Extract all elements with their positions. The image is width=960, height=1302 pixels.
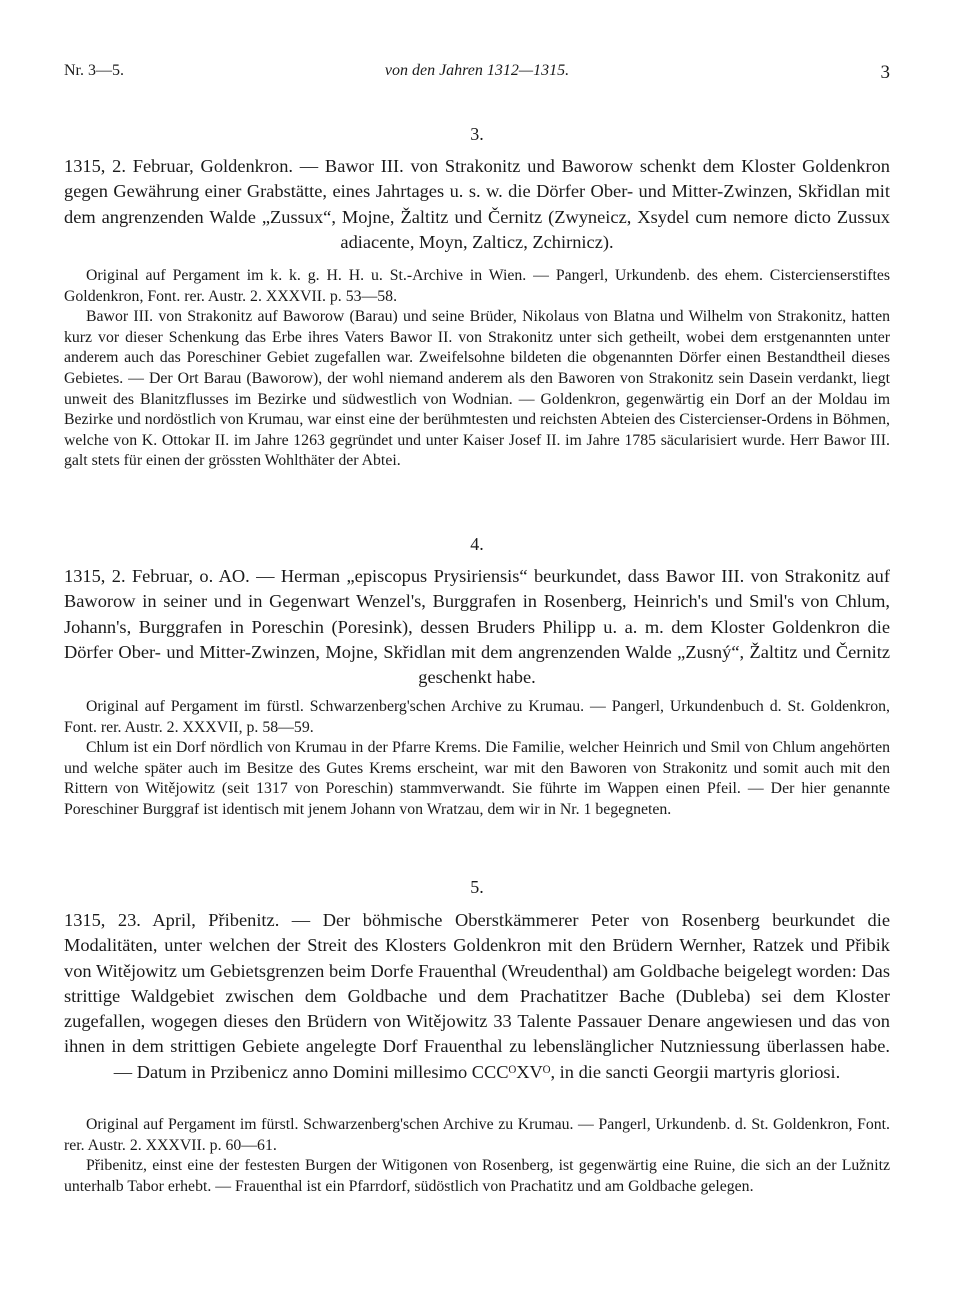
commentary-note: Bawor III. von Strakonitz auf Baworow (Barau) und seine Brüder, Nikolaus von Blatna und Wilhelm von Strakonitz, hatten kurz vor dieser Schenkung das Erbe ihres Vaters Bawor II. von Strakonitz unter sich getheilt, wobei dem erstgenannten unter anderem auch das Poreschiner Gebiet zugefallen war. Zweifelsohne bildeten die obgenannten Dörfer einen Bestandtheil dieses Gebietes. — Der Ort Barau (Baworow), der wohl niemand anderem als den Baworen von Strakonitz sein Dasein verdankt, liegt unweit des Blanitzflusses im Bezirke und südwestlich von Wodnian. — Goldenkron, gegenwärtig ein Dorf an der Moldau im Bezirke und nordöstlich von Krumau, war einst eine der berühmtesten und reichsten Abteien des Cistercienser-Ordens in Böhmen, welche von K. Ottokar II. im Jahre 1263 gegründet und unter Kaiser Josef II. im Jahre 1785 säcularisiert wurde. Herr Bawor III. galt stets für einen der grössten Wohlthäter der Abtei.: [64, 308, 890, 470]
entry-number: 5.: [470, 877, 484, 897]
source-note: Original auf Pergament im fürstl. Schwarzenberg'schen Archive zu Krumau. — Pangerl, Urkundenbuch d. St. Goldenkron, Font. rer. Austr. 2. XXXVII, p. 58—59.: [64, 698, 890, 736]
running-head-title: von den Jahren 1312—1315.: [384, 62, 570, 79]
entry-number: 3.: [470, 124, 484, 144]
source-note: Original auf Pergament im fürstl. Schwarzenberg'schen Archive zu Krumau. — Pangerl, Urkundenb. d. St. Goldenkron, Font. rer. Austr. 2. XXXVII. p. 60—61.: [64, 1116, 890, 1154]
source-note: Original auf Pergament im k. k. g. H. H. u. St.-Archive in Wien. — Pangerl, Urkundenb. des ehem. Cistercienserstiftes Goldenkron, Font. rer. Austr. 2. XXXVII. p. 53—58.: [64, 267, 890, 305]
page-number: 3: [880, 62, 890, 83]
entry-regest: 1315, 2. Februar, Goldenkron. — Bawor III. von Strakonitz und Baworow schenkt dem Kloster Goldenkron gegen Gewährung einer Grabstätte, eines Jahrtages u. s. w. die Dörfer Ober- und Mitter-Zwinzen, Skřidlan mit dem angrenzenden Walde „Zussux“, Mojne, Žaltitz und Černitz (Zwyneicz, Xsydel cum nemore dicto Zussux adiacente, Moyn, Zalticz, Zchirnicz).: [64, 156, 890, 252]
commentary-note: Chlum ist ein Dorf nördlich von Krumau in der Pfarre Krems. Die Familie, welcher Heinrich und Smil von Chlum angehörten und welche später auch im Besitze des Gutes Krems erscheint, war mit den Baworen von Strakonitz und somit auch mit den Rittern von Witějowitz (seit 1317 von Poreschin) stammverwandt. Sie führte im Wappen einen Pfeil. — Der hier genannte Poreschiner Burggraf ist identisch mit jenem Johann von Wratzau, dem wir in Nr. 1 begegneten.: [64, 739, 890, 818]
entry-notes: [64, 697, 890, 821]
entry-regest: 1315, 2. Februar, o. AO. — Herman „episcopus Prysiriensis“ beurkundet, dass Bawor III. von Strakonitz auf Baworow in seiner und in Gegenwart Wenzel's, Burggrafen in Rosenberg, Heinrich's und Smil's von Chlum, Johann's, Burggrafen in Poreschin (Poresink), dessen Bruders Philipp u. a. m. dem Kloster Goldenkron die Dörfer Ober- und Mitter-Zwinzen, Mojne, Skřidlan mit dem angrenzenden Walde „Zusný“, Žaltitz und Černitz geschenkt habe.: [64, 566, 890, 688]
entry-notes: [64, 1115, 890, 1197]
running-head-left: Nr. 3—5.: [64, 62, 124, 79]
entry-number: 4.: [470, 534, 484, 554]
entry-notes: [64, 266, 890, 472]
running-head: [64, 62, 890, 86]
commentary-note: Přibenitz, einst eine der festesten Burgen der Witigonen von Rosenberg, ist gegenwärtig eine Ruine, die sich an der Lužnitz unterhalb Tabor erhebt. — Frauenthal ist ein Pfarrdorf, südöstlich von Prachatitz und am Goldbache gelegen.: [64, 1157, 890, 1195]
entry-regest: 1315, 23. April, Přibenitz. — Der böhmische Oberstkämmerer Peter von Rosenberg beurkundet die Modalitäten, unter welchen der Streit des Klosters Goldenkron mit den Brüdern Wernher, Ratzek und Přibik von Witějowitz um Gebietsgrenzen beim Dorfe Frauenthal (Wreudenthal) am Goldbache beigelegt worden: Das strittige Waldgebiet zwischen dem Goldbache und dem Prachatitzer Bache (Dubleba) sei dem Kloster zugefallen, wogegen dieses den Brüdern von Witějowitz 33 Talente Passauer Denare angewiesen und das von ihnen in dem strittigen Gebiete angelegte Dorf Frauenthal zu lebenslänglicher Nutzniessung überlassen habe. — Datum in Przibenicz anno Domini millesimo CCCᴼXVᴼ, in die sancti Georgii martyris gloriosi.: [64, 910, 890, 1082]
